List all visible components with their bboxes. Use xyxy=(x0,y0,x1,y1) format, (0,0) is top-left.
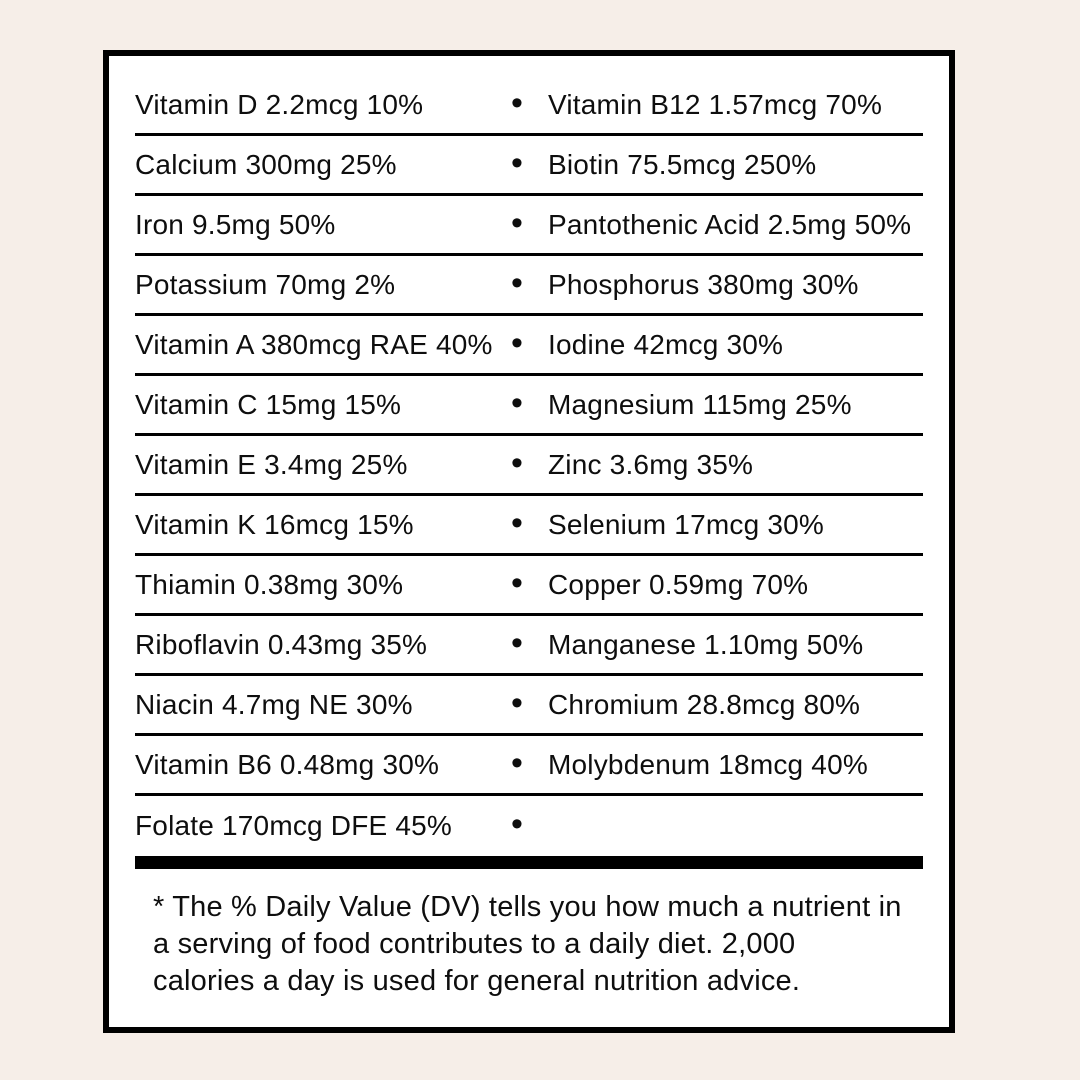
nutrient-right-cell: Phosphorus 380mg 30% xyxy=(548,268,859,300)
nutrient-left-cell: Thiamin 0.38mg 30% xyxy=(135,568,404,600)
table-row xyxy=(135,616,923,676)
bullet-separator: • xyxy=(510,143,524,182)
nutrient-right-cell: Vitamin B12 1.57mcg 70% xyxy=(548,88,883,120)
bullet-separator: • xyxy=(510,683,524,722)
bullet-separator: • xyxy=(510,203,524,242)
bullet-separator: • xyxy=(510,623,524,662)
nutrition-label-content xyxy=(109,56,949,1027)
bullet-separator: • xyxy=(510,805,524,843)
nutrient-left-cell: Potassium 70mg 2% xyxy=(135,268,396,300)
nutrient-table xyxy=(135,76,923,856)
table-row xyxy=(135,316,923,376)
table-row xyxy=(135,736,923,796)
footnote-line: calories a day is used for general nutrition advice. xyxy=(153,965,801,997)
nutrient-right-cell: Zinc 3.6mg 35% xyxy=(548,448,754,480)
nutrient-right-cell: Copper 0.59mg 70% xyxy=(548,568,809,600)
nutrient-right-cell: Magnesium 115mg 25% xyxy=(548,388,852,420)
table-row xyxy=(135,436,923,496)
table-row xyxy=(135,256,923,316)
nutrient-right-cell: Molybdenum 18mcg 40% xyxy=(548,748,868,780)
nutrient-left-cell: Vitamin C 15mg 15% xyxy=(135,388,402,420)
nutrition-label-panel xyxy=(103,50,955,1033)
nutrient-right-cell: Iodine 42mcg 30% xyxy=(548,328,784,360)
nutrient-left-cell: Vitamin D 2.2mcg 10% xyxy=(135,88,424,120)
nutrient-left-cell: Niacin 4.7mg NE 30% xyxy=(135,688,413,720)
bullet-separator: • xyxy=(510,263,524,302)
bullet-separator: • xyxy=(510,743,524,782)
bullet-separator: • xyxy=(510,383,524,422)
table-row xyxy=(135,556,923,616)
table-row xyxy=(135,676,923,736)
table-row xyxy=(135,196,923,256)
footnote-line: * The % Daily Value (DV) tells you how much a nutrient in xyxy=(153,891,902,923)
bullet-separator: • xyxy=(510,443,524,482)
nutrient-right-cell: Biotin 75.5mcg 250% xyxy=(548,148,817,180)
table-row xyxy=(135,376,923,436)
daily-value-footnote xyxy=(153,889,923,1000)
nutrient-left-cell: Riboflavin 0.43mg 35% xyxy=(135,628,428,660)
table-row xyxy=(135,76,923,136)
thick-divider-bar xyxy=(135,856,923,869)
nutrient-left-cell: Vitamin A 380mcg RAE 40% xyxy=(135,328,493,360)
bullet-separator: • xyxy=(510,83,524,122)
table-row xyxy=(135,496,923,556)
nutrient-left-cell: Folate 170mcg DFE 45% xyxy=(135,810,453,841)
nutrient-left-cell: Calcium 300mg 25% xyxy=(135,148,397,180)
nutrient-right-cell: Pantothenic Acid 2.5mg 50% xyxy=(548,208,912,240)
bullet-separator: • xyxy=(510,563,524,602)
bullet-separator: • xyxy=(510,503,524,542)
table-row xyxy=(135,796,923,856)
nutrient-left-cell: Iron 9.5mg 50% xyxy=(135,208,336,240)
footnote-line: a serving of food contributes to a daily diet. 2,000 xyxy=(153,928,796,960)
nutrient-right-cell: Manganese 1.10mg 50% xyxy=(548,628,864,660)
table-row xyxy=(135,136,923,196)
bullet-separator: • xyxy=(510,323,524,362)
nutrient-left-cell: Vitamin K 16mcg 15% xyxy=(135,508,414,540)
nutrient-left-cell: Vitamin E 3.4mg 25% xyxy=(135,448,408,480)
nutrient-right-cell: Selenium 17mcg 30% xyxy=(548,508,824,540)
nutrient-right-cell: Chromium 28.8mcg 80% xyxy=(548,688,861,720)
nutrient-left-cell: Vitamin B6 0.48mg 30% xyxy=(135,748,440,780)
